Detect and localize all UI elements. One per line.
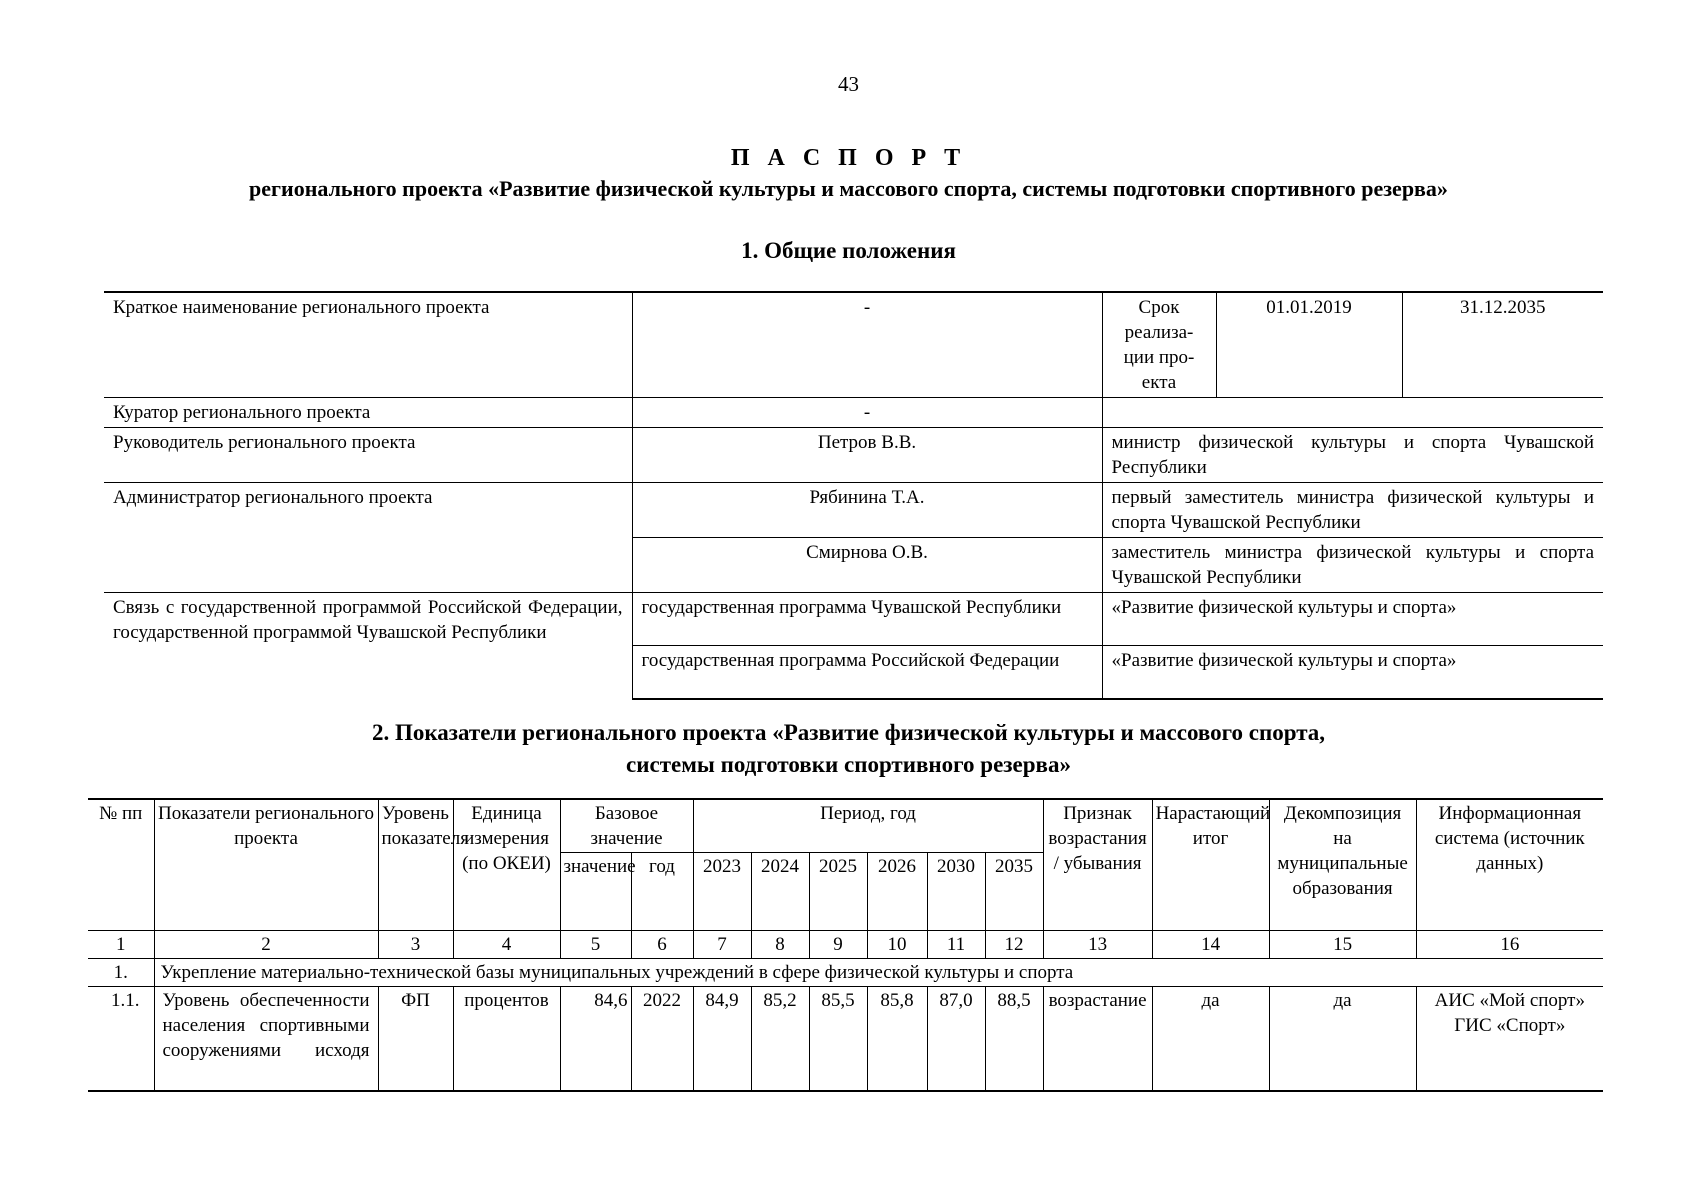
row-value: 87,0	[927, 987, 985, 1091]
program-link2: государственная программа Российской Федерации	[632, 646, 1102, 699]
row-level: ФП	[378, 987, 453, 1091]
column-number: 6	[631, 931, 693, 959]
header-period: Период, год	[693, 799, 1043, 853]
column-number: 9	[809, 931, 867, 959]
info-system-line1: АИС «Мой спорт»	[1434, 990, 1585, 1011]
header-base-year: год	[631, 853, 693, 931]
column-number: 16	[1416, 931, 1603, 959]
program-link1-name: «Развитие физической культуры и спорта»	[1102, 593, 1603, 646]
end-date: 31.12.2035	[1402, 292, 1603, 398]
row-base-year: 2022	[631, 987, 693, 1091]
section2-heading	[0, 717, 1697, 781]
header-decomposition: Декомпозиция на муниципальные образования	[1269, 799, 1416, 931]
leader-name: Петров В.В.	[632, 428, 1102, 483]
section2-heading-line2: системы подготовки спортивного резерва»	[626, 752, 1071, 777]
general-provisions-table	[104, 291, 1603, 700]
header-base: Базовое значение	[560, 799, 693, 853]
program-link1: государственная программа Чувашской Республики	[632, 593, 1102, 646]
column-number: 4	[453, 931, 560, 959]
page-number: 43	[838, 72, 859, 96]
admin1-position: первый заместитель министра физической культуры и спорта Чувашской Республики	[1102, 483, 1603, 538]
row-value: 84,9	[693, 987, 751, 1091]
row-value: 85,2	[751, 987, 809, 1091]
info-system-line2: ГИС «Спорт»	[1454, 1015, 1566, 1036]
admin-label: Администратор регионального проекта	[104, 483, 632, 593]
row-base-value: 84,6	[560, 987, 631, 1091]
column-number: 2	[154, 931, 378, 959]
column-number: 12	[985, 931, 1043, 959]
header-year: 2026	[867, 853, 927, 931]
header-year: 2024	[751, 853, 809, 931]
document-subtitle: регионального проекта «Развитие физической культуры и массового спорта, системы подготовки спортивного резерва»	[249, 176, 1448, 201]
header-unit: Единица измерения (по ОКЕИ)	[453, 799, 560, 931]
row-unit: процентов	[453, 987, 560, 1091]
column-number: 14	[1152, 931, 1269, 959]
row-cumulative: да	[1152, 987, 1269, 1091]
column-number: 10	[867, 931, 927, 959]
header-num: № пп	[88, 799, 154, 931]
program-link2-name: «Развитие физической культуры и спорта»	[1102, 646, 1603, 699]
program-link-label: Связь с государственной программой Российской Федерации, государственной программой Чувашской Республики	[104, 593, 632, 699]
row-num: 1.1.	[88, 987, 154, 1091]
row-value: 85,8	[867, 987, 927, 1091]
header-info-system: Информационная система (источник данных)	[1416, 799, 1603, 931]
section2-heading-line1: 2. Показатели регионального проекта «Развитие физической культуры и массового спорта,	[371, 720, 1326, 745]
section1-heading: 1. Общие положения	[741, 238, 956, 263]
leader-label: Руководитель регионального проекта	[104, 428, 632, 483]
header-cumulative: Нарастающий итог	[1152, 799, 1269, 931]
term-label: Срок реализа-ции про-екта	[1102, 292, 1216, 398]
header-base-value: значение	[560, 853, 631, 931]
row-value: 85,5	[809, 987, 867, 1091]
column-number: 13	[1043, 931, 1152, 959]
header-year: 2030	[927, 853, 985, 931]
leader-position: министр физической культуры и спорта Чувашской Республики	[1102, 428, 1603, 483]
column-number: 3	[378, 931, 453, 959]
header-year: 2023	[693, 853, 751, 931]
indicators-table	[88, 798, 1603, 1092]
start-date: 01.01.2019	[1216, 292, 1402, 398]
column-number: 8	[751, 931, 809, 959]
header-trend: Признак возрастания / убывания	[1043, 799, 1152, 931]
short-name-value: -	[632, 292, 1102, 398]
column-number: 1	[88, 931, 154, 959]
column-number: 5	[560, 931, 631, 959]
admin2-name: Смирнова О.В.	[632, 538, 1102, 593]
group-num: 1.	[88, 959, 154, 987]
row-info-system	[1416, 987, 1603, 1091]
column-number: 11	[927, 931, 985, 959]
admin2-position: заместитель министра физической культуры и спорта Чувашской Республики	[1102, 538, 1603, 593]
curator-label: Куратор регионального проекта	[104, 398, 632, 428]
row-indicator: Уровень обеспеченности населения спортивными сооружениями исходя	[154, 987, 378, 1091]
curator-value: -	[632, 398, 1102, 428]
header-year: 2035	[985, 853, 1043, 931]
header-indicator: Показатели регионального проекта	[154, 799, 378, 931]
row-trend: возрастание	[1043, 987, 1152, 1091]
group-title: Укрепление материально-технической базы муниципальных учреждений в сфере физической культуры и спорта	[154, 959, 1603, 987]
document-title: П А С П О Р Т	[730, 145, 967, 171]
short-name-label: Краткое наименование регионального проекта	[104, 292, 632, 398]
header-level: Уровень показателя	[378, 799, 453, 931]
header-year: 2025	[809, 853, 867, 931]
row-decomposition: да	[1269, 987, 1416, 1091]
row-value: 88,5	[985, 987, 1043, 1091]
curator-empty	[1102, 398, 1603, 428]
column-number: 15	[1269, 931, 1416, 959]
admin1-name: Рябинина Т.А.	[632, 483, 1102, 538]
column-number: 7	[693, 931, 751, 959]
